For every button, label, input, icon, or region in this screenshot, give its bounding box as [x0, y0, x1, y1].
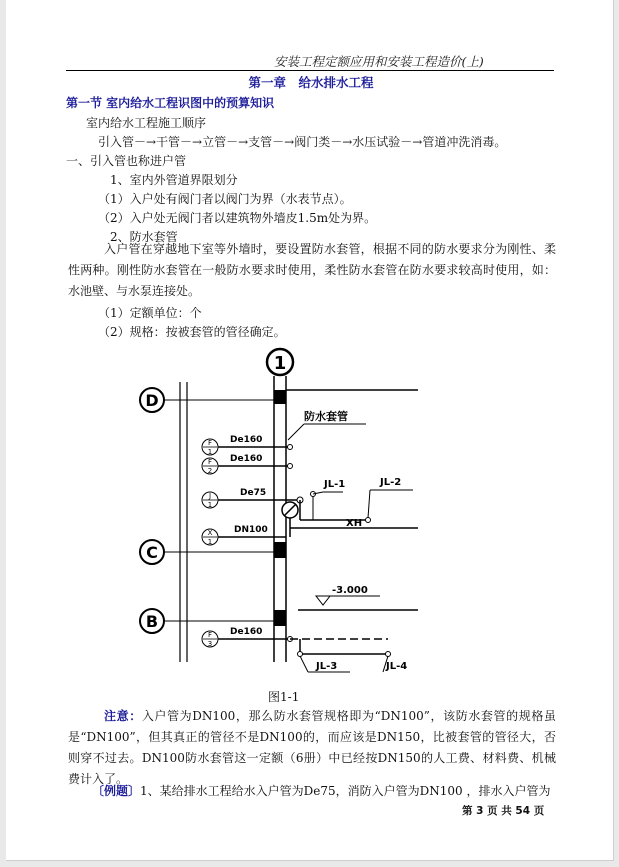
- item-1-2: 2、防水套管: [110, 230, 178, 244]
- chapter-title: 第一章 给水排水工程: [248, 75, 374, 90]
- pipe-de160-3: [202, 627, 293, 648]
- item-1: 一、引入管也称进户管: [66, 154, 187, 168]
- svg-text:3: 3: [207, 640, 213, 648]
- svg-text:C: C: [146, 543, 158, 562]
- item-1-1: 1、室内外管道界限划分: [110, 173, 238, 187]
- svg-text:1: 1: [207, 448, 213, 456]
- svg-text:B: B: [145, 612, 159, 631]
- order-title: 室内给水工程施工顺序: [86, 116, 207, 130]
- svg-text:J: J: [208, 492, 212, 500]
- svg-text:F: F: [207, 458, 213, 466]
- sleeve-label: 防水套管: [304, 410, 348, 423]
- item-1-2b: （2）规格：按被套管的管径确定。: [98, 325, 286, 339]
- svg-text:-3.000: -3.000: [332, 585, 368, 596]
- svg-text:De160: De160: [230, 454, 263, 464]
- jl2-label: JL-2: [380, 477, 402, 488]
- example-line: [92, 782, 551, 799]
- header-rule: [66, 70, 554, 71]
- axis-marker-d: [140, 388, 278, 412]
- paragraph-sleeve: 入户管在穿越地下室等外墙时，要设置防水套管，根据不同的防水要求分为刚性、柔性两种。刚性防水套管在一般防水要求时使用，柔性防水套管在防水要求较高时使用，如：水池壁、与水泵连接处。: [68, 242, 556, 298]
- example-label: 〔例题〕: [92, 784, 141, 798]
- pipe-de160-2: [202, 454, 293, 475]
- jl1-label: JL-1: [324, 479, 346, 490]
- jl3-label: JL-3: [316, 661, 338, 672]
- item-1-2a: （1）定额单位：个: [98, 306, 202, 320]
- svg-text:2: 2: [207, 467, 213, 475]
- svg-text:1: 1: [207, 501, 213, 509]
- figure-caption: 图1-1: [268, 690, 300, 704]
- svg-text:D: D: [145, 391, 159, 410]
- pipe-de160-1: [202, 435, 293, 456]
- item-1-1b: （2）入户处无阀门者以建筑物外墙皮1.5m处为界。: [98, 211, 377, 225]
- jl4-label: JL-4: [386, 661, 408, 672]
- running-header: 安装工程定额应用和安装工程造价(上): [274, 54, 484, 69]
- svg-text:1: 1: [273, 353, 287, 374]
- xh-label: XH: [346, 518, 363, 529]
- axis-marker-1: [267, 349, 293, 375]
- elevation-mark: [298, 585, 418, 610]
- note-paragraph: [68, 706, 556, 790]
- item-1-1a: （1）入户处有阀门者以阀门为界（水表节点）。: [98, 192, 352, 206]
- svg-text:X: X: [207, 529, 213, 537]
- svg-text:De160: De160: [230, 627, 263, 637]
- page-number: 第 3 页 共 54 页: [462, 805, 545, 817]
- svg-text:De160: De160: [230, 435, 263, 445]
- document-page: [6, 0, 614, 861]
- svg-text:F: F: [207, 631, 213, 639]
- svg-text:De75: De75: [240, 488, 267, 498]
- note-label: 注意：: [104, 709, 142, 723]
- note-text: 入户管为DN100，那么防水套管规格即为“DN100”，该防水套管的规格虽是“DN100”，但其真正的管径不是DN100的，而应该是DN150，比被套管的管径大，否则穿不过去。DN100防水套管这一定额（6册）中已经按DN150的人工费、材料费、机械费计入了。: [68, 709, 556, 786]
- plumbing-plan-figure: [118, 342, 418, 687]
- svg-text:DN100: DN100: [234, 525, 268, 535]
- example-text: 1、某给排水工程给水入户管为De75，消防入户管为DN100 ，排水入户管为: [140, 784, 551, 798]
- svg-text:F: F: [207, 439, 213, 447]
- section-title: 第一节 室内给水工程识图中的预算知识: [66, 96, 275, 110]
- svg-text:1: 1: [207, 538, 213, 546]
- order-steps: 引入管－→干管－→立管－→支管－→阀门类－→水压试验－→管道冲洗消毒。: [98, 135, 507, 149]
